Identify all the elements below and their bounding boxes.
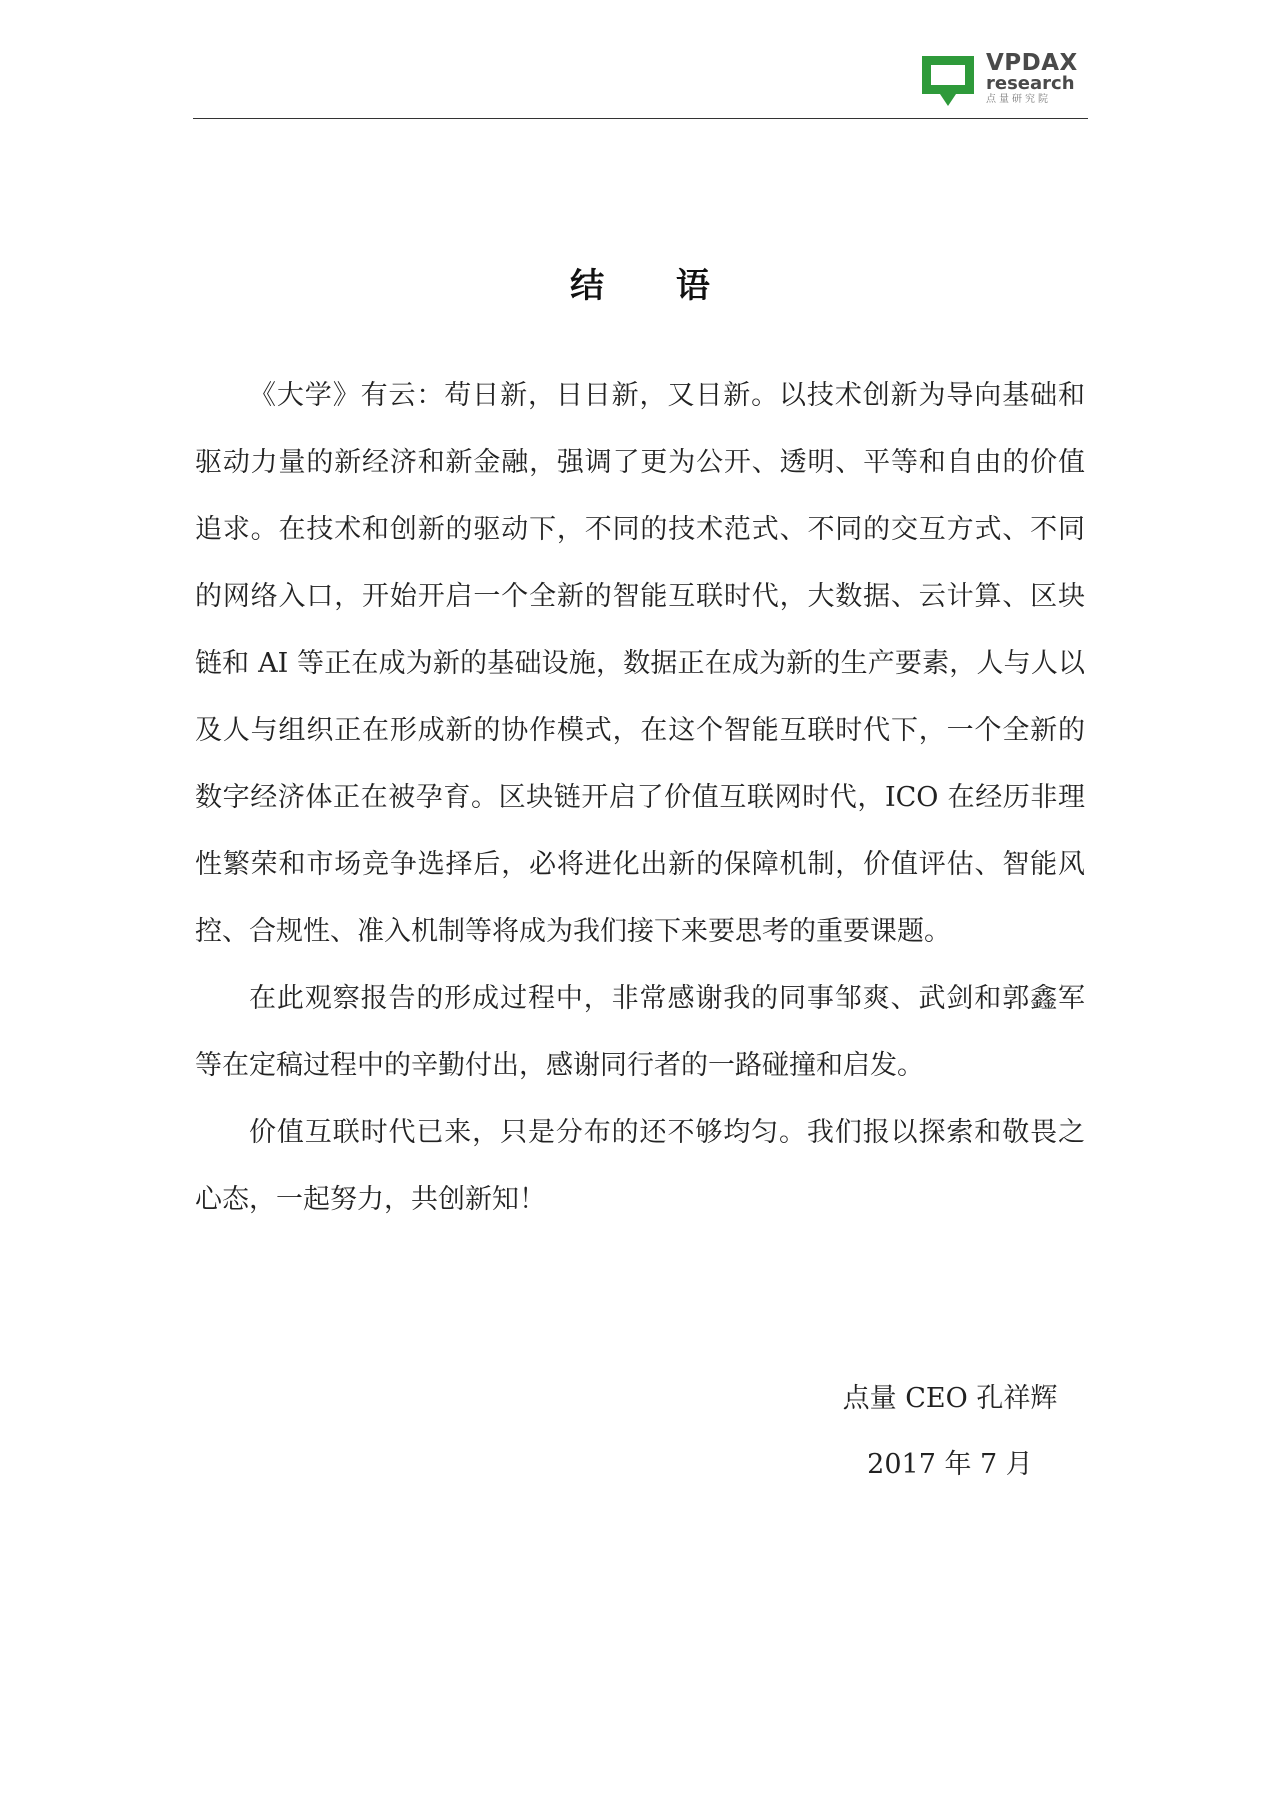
signature-date: 2017 年 7 月: [867, 1449, 1033, 1480]
logo-mark-icon: [918, 50, 978, 110]
logo-text: [986, 52, 1078, 105]
body-text: [195, 362, 1085, 1233]
page-header: [193, 0, 1088, 119]
paragraph: 价值互联时代已来，只是分布的还不够均匀。我们报以探索和敬畏之心态，一起努力，共创新知！: [195, 1117, 1085, 1215]
paragraph: 《大学》有云：苟日新，日日新，又日新。以技术创新为导向基础和驱动力量的新经济和新金融，强调了更为公开、透明、平等和自由的价值追求。在技术和创新的驱动下，不同的技术范式、不同的交互方式、不同的网络入口，开始开启一个全新的智能互联时代，大数据、云计算、区块链和 AI 等正在成为新的基础设施，数据正在成为新的生产要素，人与人以及人与组织正在形成新的协作模式，在这个智能互联时代下，一个全新的数字经济体正在被孕育。区块链开启了价值互联网时代，ICO 在经历非理性繁荣和市场竞争选择后，必将进化出新的保障机制，价值评估、智能风控、合规性、准入机制等将成为我们接下来要思考的重要课题。: [195, 380, 1085, 947]
signature-author: 点量 CEO 孔祥辉: [842, 1383, 1058, 1414]
signature-block: [790, 1366, 1110, 1498]
logo-brand: VPDAX: [986, 50, 1078, 76]
paragraph: 在此观察报告的形成过程中，非常感谢我的同事邹爽、武剑和郭鑫军等在定稿过程中的辛勤付出，感谢同行者的一路碰撞和启发。: [195, 983, 1085, 1081]
logo-cn: 点量研究院: [986, 94, 1051, 105]
logo-sub: research: [986, 73, 1075, 94]
page-title: 结 语: [570, 266, 740, 306]
vpdax-logo: [918, 50, 1078, 110]
